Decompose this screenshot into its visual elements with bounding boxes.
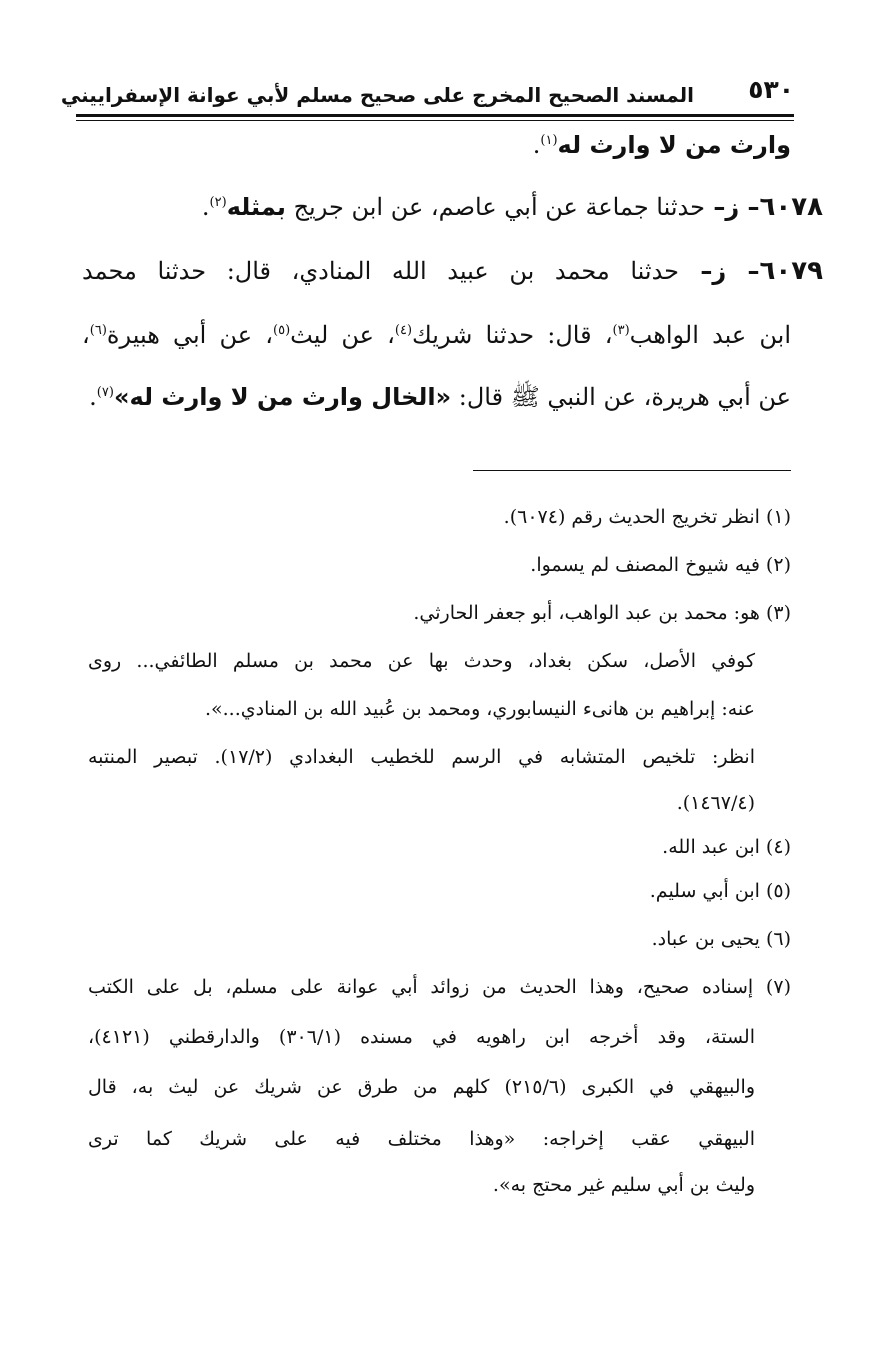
- narrator-text: عن أبي هريرة، عن النبي ﷺ قال:: [451, 383, 791, 411]
- hadith-6078: [202, 190, 823, 224]
- footnote-7-line-2: الستة، وقد أخرجه ابن راهويه في مسنده (٣٠٦/١) والدارقطني (٤١٢١)،: [88, 1026, 755, 1048]
- body-line-1: [533, 128, 791, 162]
- hadith-bold-text: بمثله: [226, 193, 286, 221]
- footnote-ref-6: (٦): [89, 323, 107, 338]
- continuation-text: وارث من لا وارث له: [557, 131, 791, 159]
- hadith-number: ٦٠٧٨: [759, 192, 823, 222]
- hadith-6079-line-1: [82, 254, 823, 288]
- hadith-number: ٦٠٧٩: [759, 256, 824, 286]
- footnote-ref-1: (١): [540, 133, 558, 148]
- narrator-text: ، قال: حدثنا شريك: [412, 321, 613, 349]
- punctuation: ،: [82, 321, 90, 349]
- hadith-marker: – ز–: [704, 193, 760, 221]
- header-rule: [76, 114, 794, 117]
- footnote-6: (٦) يحيى بن عباد.: [651, 928, 791, 950]
- footnote-4: (٤) ابن عبد الله.: [662, 836, 791, 858]
- hadith-text: حدثنا جماعة عن أبي عاصم، عن ابن جريج: [285, 193, 705, 221]
- narrator-text: ، عن ليث: [290, 321, 395, 349]
- hadith-text: حدثنا محمد بن عبيد الله المنادي، قال: حدثنا محمد: [82, 257, 680, 285]
- footnote-separator: [473, 470, 791, 471]
- footnote-2: (٢) فيه شيوخ المصنف لم يسموا.: [530, 554, 791, 576]
- footnote-ref-3: (٣): [612, 323, 630, 338]
- narrator-text: ، عن أبي هبيرة: [106, 321, 273, 349]
- footnote-3-line-4: انظر: تلخيص المتشابه في الرسم للخطيب البغدادي (١٧/٢). تبصير المنتبه: [88, 746, 755, 768]
- footnote-3-line-5: (١٤٦٧/٤).: [676, 792, 755, 814]
- footnote-7-line-4: البيهقي عقب إخراجه: «وهذا مختلف فيه على شريك كما ترى: [88, 1128, 755, 1150]
- footnote-3: (٣) هو: محمد بن عبد الواهب، أبو جعفر الحارثي.: [413, 602, 791, 624]
- page-header: [60, 66, 794, 112]
- punctuation: .: [201, 193, 210, 221]
- footnote-7-line-3: والبيهقي في الكبرى (٢١٥/٦) كلهم من طرق عن شريك عن ليث به، قال: [88, 1076, 755, 1098]
- footnote-ref-7: (٧): [96, 385, 114, 400]
- footnote-3-line-3: عنه: إبراهيم بن هانىء النيسابوري، ومحمد بن عُبيد الله بن المنادي...».: [204, 698, 755, 720]
- punctuation: .: [89, 383, 97, 411]
- page-number: ٥٣٠: [748, 75, 794, 104]
- footnote-ref-5: (٥): [273, 323, 291, 338]
- footnote-ref-4: (٤): [394, 323, 413, 338]
- hadith-quote: «الخال وارث من لا وارث له»: [113, 383, 452, 411]
- header-rule-secondary: [76, 120, 794, 121]
- running-title: المسند الصحيح المخرج على صحيح مسلم لأبي عوانة الإسفراييني: [60, 83, 694, 107]
- hadith-6079-line-2: [82, 318, 791, 352]
- footnote-5: (٥) ابن أبي سليم.: [649, 880, 791, 902]
- footnote-1: (١) انظر تخريج الحديث رقم (٦٠٧٤).: [503, 506, 791, 528]
- footnote-7-line-1: (٧) إسناده صحيح، وهذا الحديث من زوائد أبي عوانة على مسلم، بل على الكتب: [88, 976, 791, 998]
- narrator-text: ابن عبد الواهب: [629, 321, 791, 349]
- hadith-6079-line-3: [89, 380, 791, 414]
- footnote-3-line-2: كوفي الأصل، سكن بغداد، وحدث بها عن محمد بن مسلم الطائفي... روى: [88, 650, 755, 672]
- hadith-marker: – ز–: [679, 257, 760, 285]
- punctuation: .: [532, 131, 541, 159]
- footnote-ref-2: (٢): [209, 195, 227, 210]
- footnote-7-line-5: وليث بن أبي سليم غير محتج به».: [492, 1174, 755, 1196]
